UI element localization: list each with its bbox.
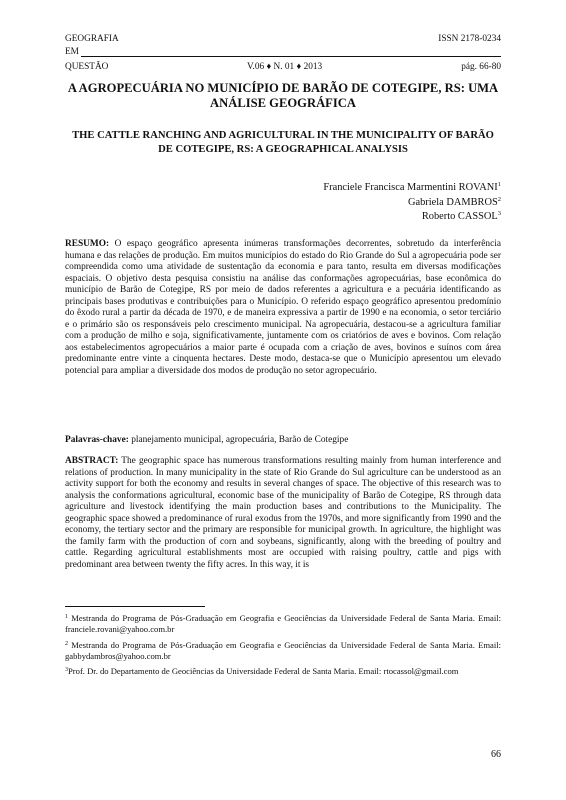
author-name: Franciele Francisca Marmentini ROVANI (323, 182, 498, 193)
author (323, 196, 501, 211)
footnote-text: Mestranda do Programa de Pós-Graduação em Geografia e Geociências da Universidade Federal de Santa Maria. Email: franciele.rovani@yahoo.com.br (65, 613, 501, 634)
footnote (65, 613, 501, 635)
footnote (65, 640, 501, 662)
journal-name-line2: EM (65, 47, 79, 57)
author (323, 181, 501, 196)
footnote-rule (65, 606, 205, 607)
author-ref: 2 (497, 195, 501, 203)
title-english: THE CATTLE RANCHING AND AGRICULTURAL IN THE MUNICIPALITY OF BARÃO DE COTEGIPE, RS: A GEOGRAPHICAL ANALYSIS (72, 130, 494, 155)
footnote-text: Mestranda do Programa de Pós-Graduação em Geografia e Geociências da Universidade Federal de Santa Maria. Email: gabbydambros@yahoo.com.br (65, 640, 501, 661)
author-name: Gabriela DAMBROS (407, 196, 498, 208)
header-rule (81, 56, 501, 57)
title-portuguese: A AGROPECUÁRIA NO MUNICÍPIO DE BARÃO DE COTEGIPE, RS: UMA ANÁLISE GEOGRÁFICA (67, 81, 499, 110)
resumo-label: RESUMO: (65, 239, 110, 249)
author-ref: 3 (497, 210, 501, 217)
keywords-label: Palavras-chave: (65, 435, 129, 445)
footnote (65, 666, 501, 677)
journal-name-line3: QUESTÃO (65, 62, 109, 72)
resumo (65, 239, 501, 378)
keywords-pt (65, 435, 501, 447)
journal-name-line1: GEOGRAFIA (65, 34, 119, 44)
author-ref: 1 (497, 181, 501, 188)
author-list (323, 181, 501, 225)
author (323, 210, 501, 225)
abstract-label: ABSTRACT: (65, 456, 119, 466)
issn: ISSN 2178-0234 (438, 34, 501, 44)
abstract (65, 456, 501, 571)
footnote-ref: 2 (65, 641, 68, 647)
footnote-ref: 1 (65, 614, 68, 620)
footnote-ref: 3 (65, 667, 68, 673)
paper-page (65, 0, 501, 800)
author-name: Roberto CASSOL (421, 211, 498, 222)
footnote-text: Prof. Dr. do Departamento de Geociências da Universidade Federal de Santa Maria. Email: rtocassol@gmail.com (68, 666, 459, 676)
page-number: 66 (491, 749, 501, 760)
keywords-text: planejamento municipal, agropecuária, Barão de Cotegipe (131, 435, 349, 445)
volume-info: V.06 ♦ N. 01 ♦ 2013 (247, 62, 323, 72)
resumo-text: O espaço geográfico apresenta inúmeras transformações decorrentes, sobretudo da interferência humana e das relações de produção. Em muitos municípios do estado do Rio Grande do Sul a agropecuária pode ser compreendida como uma atividade de sustentação da economia e para tanto, resulta em diversas modificações espaciais. O objetivo desta pesquisa consistiu na análise das conformações agropecuárias, base econômica do município de Barão de Cotegipe, RS por meio de dados referentes a agricultura e a pecuária identificando as principais bases produtivas e contribuições para o Município. O referido espaço geográfico apresentou predomínio do êxodo rural a partir da década de 1970, e de maneira expressiva a partir de 1990 e na economia, o setor terciário e o primário são os responsáveis pelo crescimento municipal. Na agropecuária, destacou-se a agricultura familiar com a produção de milho e soja, significativamente, juntamente com os criatórios de aves e bovinos. Com relação aos estabelecimentos agropecuários a maior parte é ocupada com a criação de aves, bovinos e suínos com área predominante entre vinte a cinquenta hectares. Deste modo, destaca-se que o Município apresentou um elevado potencial para ampliar a diversidade dos modos de produção no setor agropecuário. (65, 239, 501, 377)
page-range: pág. 66-80 (461, 62, 501, 72)
abstract-text: The geographic space has numerous transformations resulting mainly from human interference and relations of production. In many municipality in the state of Rio Grande do Sul agriculture can be understood as an activity support for both the economy and results in several changes of space. The objective of this research was to analysis the conformations agricultural, economic base of the municipality of Barão de Cotegipe, RS through data agriculture and livestock identifying the main production bases and contributions to the Municipality. The geographic space showed a predominance of rural exodus from the 1970s, and more significantly from 1990 and the economy, the tertiary sector and the primary are responsible for municipal growth. In agriculture, the highlight was the family farm with the production of corn and soybeans, significantly, along with the breeding of poultry and cattle. Regarding agricultural establishments most are occupied with raising poultry, cattle and pigs with predominant area between twenty the fifty acres. In this way, it is (65, 456, 501, 570)
